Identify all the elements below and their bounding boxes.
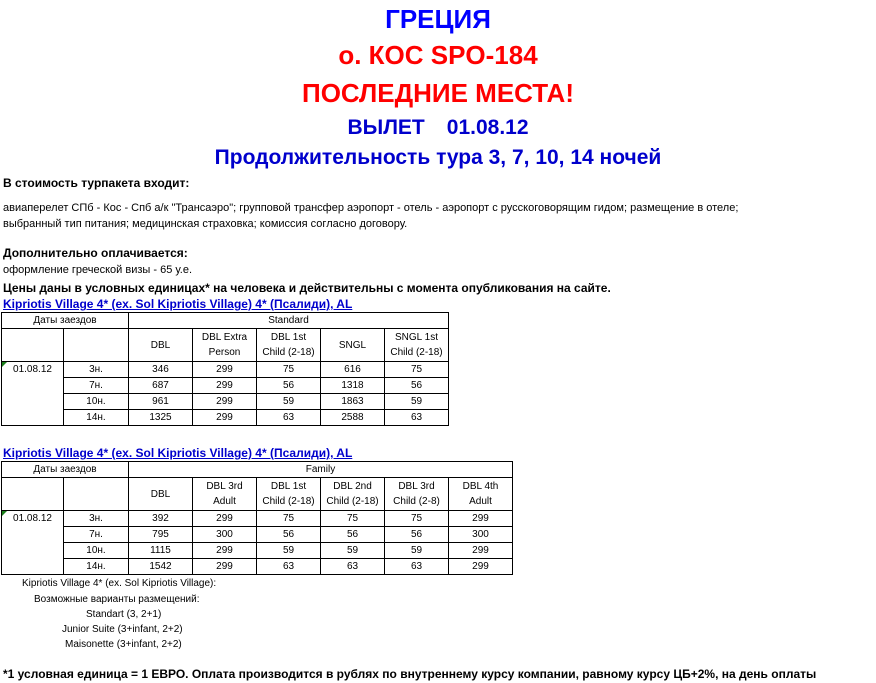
- price-cell: 299: [193, 394, 257, 410]
- price-cell: 299: [193, 378, 257, 394]
- price-cell: 299: [449, 543, 513, 559]
- price-cell: 299: [193, 511, 257, 527]
- price-cell: 346: [129, 362, 193, 378]
- price-cell: 75: [385, 511, 449, 527]
- spo-title: о. КОС SPO-184: [338, 40, 538, 70]
- price-cell: 299: [193, 559, 257, 575]
- nights-cell: 10н.: [64, 543, 129, 559]
- price-cell: 616: [321, 362, 385, 378]
- price-cell: 795: [129, 527, 193, 543]
- price-cell: 300: [449, 527, 513, 543]
- family-price-table: [1, 461, 513, 575]
- price-cell: 59: [257, 543, 321, 559]
- price-cell: 687: [129, 378, 193, 394]
- included-line-1: авиаперелет СПб - Кос - Спб а/к "Трансаэро"; групповой трансфер аэропорт - отель - аэропорт с русскоговорящим гидом; размещение в отеле;: [3, 202, 739, 214]
- price-cell: 63: [385, 559, 449, 575]
- extra-title: Дополнительно оплачивается:: [3, 246, 188, 260]
- country-title: ГРЕЦИЯ: [385, 4, 491, 34]
- price-cell: 59: [385, 394, 449, 410]
- col-header: DBL 1st Child (2-18): [257, 478, 321, 511]
- price-cell: 299: [449, 559, 513, 575]
- col-header: DBL 2nd Child (2-18): [321, 478, 385, 511]
- group-header-standard: Standard: [129, 313, 449, 329]
- price-cell: 299: [193, 543, 257, 559]
- last-seats-title: ПОСЛЕДНИЕ МЕСТА!: [302, 78, 574, 108]
- price-cell: 59: [385, 543, 449, 559]
- tour-duration: Продолжительность тура 3, 7, 10, 14 ночей: [214, 146, 662, 169]
- table-row: [2, 362, 449, 378]
- date-cell: 01.08.12: [2, 362, 64, 426]
- standard-price-table: [1, 312, 449, 426]
- table-row: [2, 527, 513, 543]
- included-line-2: выбранный тип питания; медицинская страховка; комиссия согласно договору.: [3, 218, 408, 230]
- col-header: DBL 4th Adult: [449, 478, 513, 511]
- price-cell: 59: [257, 394, 321, 410]
- price-cell: 2588: [321, 410, 385, 426]
- nights-cell: 7н.: [64, 527, 129, 543]
- departure-date: 01.08.12: [446, 116, 529, 139]
- price-cell: 75: [321, 511, 385, 527]
- room-option: Junior Suite (3+infant, 2+2): [62, 624, 183, 635]
- group-header-family: Family: [129, 462, 513, 478]
- table-row: [2, 378, 449, 394]
- departure-label: ВЫЛЕТ: [347, 116, 425, 139]
- table-row: [2, 543, 513, 559]
- room-option: Maisonette (3+infant, 2+2): [65, 639, 182, 650]
- price-cell: 299: [193, 410, 257, 426]
- price-cell: 299: [193, 362, 257, 378]
- nights-cell: 3н.: [64, 511, 129, 527]
- room-option: Standart (3, 2+1): [86, 609, 162, 620]
- price-cell: 392: [129, 511, 193, 527]
- currency-footnote: *1 условная единица = 1 ЕВРО. Оплата производится в рублях по внутреннему курсу компании, равному курсу ЦБ+2%, на день оплаты: [3, 667, 817, 681]
- nights-cell: 14н.: [64, 410, 129, 426]
- table-row: [2, 410, 449, 426]
- col-header: SNGL: [321, 329, 385, 362]
- price-cell: 63: [257, 410, 321, 426]
- price-cell: 1542: [129, 559, 193, 575]
- dates-header: Даты заездов: [2, 462, 129, 478]
- price-cell: 56: [385, 378, 449, 394]
- price-cell: 63: [257, 559, 321, 575]
- col-header: DBL 1st Child (2-18): [257, 329, 321, 362]
- hotel-link-standard[interactable]: Kipriotis Village 4* (ex. Sol Kipriotis Village) 4* (Псалиди), AL: [3, 297, 353, 311]
- date-cell: 01.08.12: [2, 511, 64, 575]
- price-cell: 961: [129, 394, 193, 410]
- col-header: DBL: [129, 329, 193, 362]
- price-cell: 56: [257, 527, 321, 543]
- table-row: [2, 394, 449, 410]
- col-header: DBL: [129, 478, 193, 511]
- hotel-link-family[interactable]: Kipriotis Village 4* (ex. Sol Kipriotis Village) 4* (Псалиди), AL: [3, 446, 353, 460]
- dates-header: Даты заездов: [2, 313, 129, 329]
- price-cell: 63: [321, 559, 385, 575]
- col-header: SNGL 1st Child (2-18): [385, 329, 449, 362]
- price-cell: 300: [193, 527, 257, 543]
- table-row: [2, 559, 513, 575]
- col-header: DBL 3rd Child (2-8): [385, 478, 449, 511]
- rooms-subtitle: Возможные варианты размещений:: [34, 594, 200, 605]
- price-cell: 56: [321, 527, 385, 543]
- price-cell: 56: [385, 527, 449, 543]
- nights-cell: 10н.: [64, 394, 129, 410]
- included-title: В стоимость турпакета входит:: [3, 176, 190, 190]
- extra-line-1: оформление греческой визы - 65 у.е.: [3, 264, 193, 276]
- col-header: DBL 3rd Adult: [193, 478, 257, 511]
- price-cell: 75: [385, 362, 449, 378]
- nights-cell: 3н.: [64, 362, 129, 378]
- price-cell: 75: [257, 511, 321, 527]
- price-cell: 1325: [129, 410, 193, 426]
- price-cell: 1318: [321, 378, 385, 394]
- nights-cell: 14н.: [64, 559, 129, 575]
- price-cell: 63: [385, 410, 449, 426]
- table-row: [2, 511, 513, 527]
- price-cell: 1863: [321, 394, 385, 410]
- departure-line: [0, 116, 876, 140]
- rooms-title: Kipriotis Village 4* (ex. Sol Kipriotis Village):: [22, 578, 217, 589]
- price-cell: 56: [257, 378, 321, 394]
- price-cell: 299: [449, 511, 513, 527]
- price-cell: 59: [321, 543, 385, 559]
- price-cell: 75: [257, 362, 321, 378]
- nights-cell: 7н.: [64, 378, 129, 394]
- col-header: DBL Extra Person: [193, 329, 257, 362]
- prices-note: Цены даны в условных единицах* на человека и действительны с момента опубликования на сайте.: [3, 281, 611, 295]
- price-cell: 1115: [129, 543, 193, 559]
